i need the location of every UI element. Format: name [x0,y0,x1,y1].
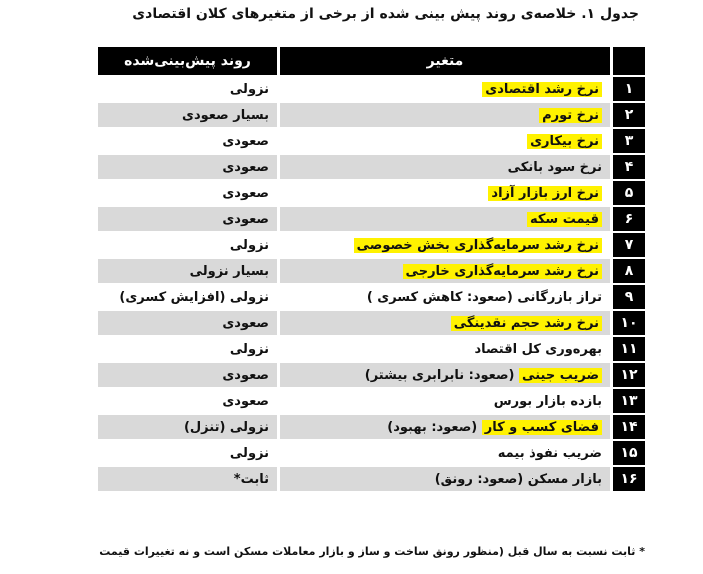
variable-cell [277,155,610,179]
row-number: ۹ [610,285,645,309]
variable-name: بازار مسکن [527,471,602,487]
row-number: ۵ [610,181,645,205]
variable-cell [277,207,610,231]
trend-cell: صعودی [98,129,277,153]
table-row [98,259,645,283]
variable-note: (صعود: نابرابری بیشتر) [364,367,515,383]
row-number: ۸ [610,259,645,283]
variable-name: نرخ ارز بازار آزاد [488,186,602,201]
header-number [610,47,645,75]
trend-cell: صعودی [98,363,277,387]
table-row [98,311,645,335]
variable-cell [277,389,610,413]
row-number: ۷ [610,233,645,257]
table-row [98,337,645,361]
variable-cell [277,129,610,153]
variable-name: نرخ بیکاری [527,134,602,149]
table-row [98,103,645,127]
table-header-row [98,47,645,75]
variable-cell [277,415,610,439]
trend-cell: صعودی [98,181,277,205]
trend-cell: بسیار صعودی [98,103,277,127]
table-row [98,363,645,387]
trend-cell: صعودی [98,311,277,335]
variable-name: بهره‌وری کل اقتصاد [474,341,602,357]
row-number: ۱۳ [610,389,645,413]
row-number: ۱۶ [610,467,645,491]
variable-name: نرخ رشد حجم نقدینگی [451,316,602,331]
table-row [98,415,645,439]
header-trend: روند پیش‌بینی‌شده [98,47,277,75]
row-number: ۴ [610,155,645,179]
row-number: ۱۰ [610,311,645,335]
variable-cell [277,311,610,335]
forecast-table [98,45,645,493]
row-number: ۲ [610,103,645,127]
variable-cell [277,181,610,205]
variable-note: (صعود: رونق) [434,471,524,487]
trend-cell: صعودی [98,155,277,179]
row-number: ۱۴ [610,415,645,439]
variable-cell [277,337,610,361]
footnote: * ثابت نسبت به سال قبل (منظور رونق ساخت و ساز و بازار معاملات مسکن است و نه تغییرات قیمت [99,545,645,558]
trend-cell: نزولی [98,441,277,465]
variable-name: فضای کسب و کار [482,420,602,435]
variable-name: نرخ سود بانکی [507,159,602,175]
row-number: ۱۵ [610,441,645,465]
trend-cell: نزولی [98,337,277,361]
variable-name: قیمت سکه [527,212,602,227]
table-row [98,129,645,153]
table-row [98,207,645,231]
row-number: ۱ [610,77,645,101]
table-body [98,77,645,491]
variable-note: (صعود: بهبود) [387,419,478,435]
trend-cell: ثابت* [98,467,277,491]
trend-cell: بسیار نزولی [98,259,277,283]
trend-cell: نزولی [98,77,277,101]
variable-name: نرخ تورم [539,108,602,123]
variable-cell [277,285,610,309]
variable-cell [277,103,610,127]
variable-name: نرخ رشد اقتصادی [482,82,602,97]
header-variable: متغیر [277,47,610,75]
row-number: ۳ [610,129,645,153]
variable-cell [277,259,610,283]
trend-cell: صعودی [98,389,277,413]
table-row [98,441,645,465]
table-row [98,467,645,491]
variable-cell [277,77,610,101]
table-row [98,155,645,179]
variable-note: (صعود: کاهش کسری ) [366,289,513,305]
variable-cell [277,233,610,257]
row-number: ۱۲ [610,363,645,387]
variable-name: نرخ رشد سرمایه‌گذاری خارجی [403,264,602,279]
variable-name: ضریب جینی [519,368,602,383]
variable-cell [277,441,610,465]
row-number: ۶ [610,207,645,231]
table-row [98,77,645,101]
trend-cell: نزولی [98,233,277,257]
variable-name: تراز بازرگانی [517,289,602,305]
variable-cell [277,467,610,491]
table-title: جدول ۱. خلاصه‌ی روند پیش بینی شده از برخی از متغیرهای کلان اقتصادی [132,6,639,22]
trend-cell: نزولی (تنزل) [98,415,277,439]
table-row [98,389,645,413]
variable-name: ضریب نفوذ بیمه [497,445,602,461]
variable-name: نرخ رشد سرمایه‌گذاری بخش خصوصی [354,238,602,253]
variable-name: بازده بازار بورس [493,393,602,409]
variable-cell [277,363,610,387]
row-number: ۱۱ [610,337,645,361]
table-row [98,285,645,309]
trend-cell: صعودی [98,207,277,231]
trend-cell: نزولی (افزایش کسری) [98,285,277,309]
table-row [98,233,645,257]
table-row [98,181,645,205]
